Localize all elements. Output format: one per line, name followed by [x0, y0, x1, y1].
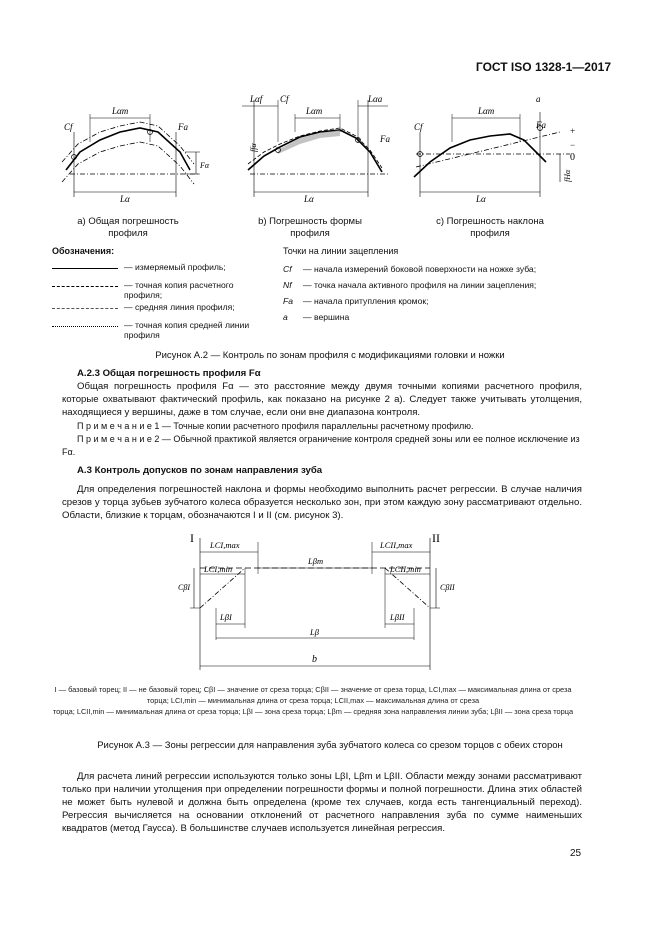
figure-a3-note-2: торца; LCII,min — минимальная длина от среза торца; LβI — зона среза торца; Lβm — средняя зона направления линии зуба; LβII — зона среза торца — [52, 707, 574, 716]
legend-row-midline-copy: — точная копия средней линии профиля — [52, 320, 272, 334]
label-lciimax: LCII,max — [380, 540, 413, 550]
figure-a3-title: Рисунок А.3 — Зоны регрессии для направления зуба зубчатого колеса со срезом торцов с обеих сторон — [97, 740, 563, 751]
caption-c: c) Погрешность наклона профиля — [436, 216, 544, 239]
point-fa: Fa — начала притупления кромок; — [283, 296, 429, 306]
point-a: a — вершина — [283, 312, 350, 322]
label-lam-b: Lαm — [306, 106, 323, 116]
diagram-b-form-profile — [242, 94, 390, 204]
diagram-c-slope-profile — [414, 94, 575, 204]
caption-b: b) Погрешность формы профиля — [258, 216, 362, 239]
point-cf: Cf — начала измерений боковой поверхности на ножке зуба; — [283, 264, 537, 274]
label-plus-c: + — [570, 126, 576, 136]
label-cf-c: Cf — [414, 122, 423, 132]
legend-row-measured: — измеряемый профиль; — [52, 262, 272, 276]
label-cf-b: Cf — [280, 94, 289, 104]
section-a3-heading: А.3 Контроль допусков по зонам направления зуба — [77, 465, 323, 476]
label-zero-c: 0 — [570, 152, 575, 163]
label-end-II: II — [432, 531, 440, 545]
caption-a: a) Общая погрешность профиля — [77, 216, 179, 239]
label-fal-a: Fα — [200, 161, 210, 170]
label-ffa-b: ffα — [249, 143, 258, 152]
figure-a2-diagrams — [50, 92, 590, 220]
label-la-c: Lα — [476, 194, 486, 204]
label-la-b: Lα — [304, 194, 314, 204]
document-header: ГОСТ ISO 1328-1—2017 — [475, 60, 611, 74]
label-lbm: Lβm — [308, 556, 324, 566]
label-la-a: Lα — [120, 194, 130, 204]
page-number: 25 — [570, 848, 582, 859]
diagram-a-total-profile — [62, 106, 210, 204]
figure-a3-diagram — [150, 528, 470, 673]
section-a23-note2: П р и м е ч а н и е 2 — Обычной практикой является ограничение контроля средней зоны или ее полное исключение из Fα. — [62, 434, 580, 457]
legend-row-midline: — средняя линия профиля; — [52, 302, 272, 316]
label-a-c: a — [536, 94, 541, 104]
label-lcimin: LCI,min — [204, 564, 233, 574]
point-nf: Nf — точка начала активного профиля на линии зацепления; — [283, 280, 537, 290]
label-laf-b: Lαf — [250, 94, 263, 104]
points-title: Точки на линии зацепления — [283, 246, 399, 256]
figure-a3-note-1: I — базовый торец; II — не базовый торец; CβI — значение от среза торца; CβII — значение от среза торца, LCI,max — максимальная длина от среза торца; LCI,min — минимальная длина от среза торца; LCII,max — максимальная длина от среза — [54, 685, 572, 705]
figure-a2-title: Рисунок А.2 — Контроль по зонам профиля с модификациями головки и ножки — [155, 350, 505, 361]
label-end-I: I — [190, 531, 194, 545]
label-lb: Lβ — [310, 627, 319, 637]
section-a3-para: Для определения погрешностей наклона и формы необходимо выполнить расчет регрессии. В случае наличия срезов у торца зубьев зубчатого колеса образуется несколько зон, при этом каждую зону рассматривают отдельно. Области, близкие к торцам, обозначаются I и II (см. рисунок 3). — [62, 484, 582, 521]
label-lcimax: LCI,max — [210, 540, 240, 550]
label-fa-c: Fa — [536, 120, 546, 130]
label-cf-a: Cf — [64, 122, 73, 132]
label-laa-b: Lαa — [368, 94, 383, 104]
label-lam-a: Lαm — [112, 106, 129, 116]
label-minus-c: − — [570, 140, 576, 150]
section-a23-para: Общая погрешность профиля Fα — это расстояние между двумя точными копиями расчетного профиля, которые охватывают фактический профиль, как показано на рисунке 2 a). Следует также учитывать утолщения, находящиеся у вершины, даже в том случае, если они вне диапазона контроля. — [62, 381, 582, 418]
label-fa-b: Fa — [380, 134, 390, 144]
legend-row-copy: — точная копия расчетного профиля; — [52, 280, 272, 294]
label-cbii: CβII — [440, 583, 455, 592]
label-cbi: CβI — [178, 583, 190, 592]
label-lbii: LβII — [390, 612, 405, 622]
label-fha-c: fHα — [563, 169, 572, 182]
closing-paragraph: Для расчета линий регрессии используются только зоны LβI, Lβm и LβII. Области между зонами рассматривают только при наличии утолщения при определении погрешности формы и полной погрешности. Длина этих областей не может быть нулевой и должна быть определена (кроме тех случаев, когда есть тангенциальный переход). Регрессия вычисляется на основании отклонений от расчетного направления зуба по сумме наименьших квадратов (метод Гаусса). В большинстве случаев используется линейная регрессия. — [62, 771, 582, 834]
label-fa-a: Fa — [178, 122, 188, 132]
section-a23-note1: П р и м е ч а н и е 1 — Точные копии расчетного профиля параллельны расчетному профилю. — [77, 421, 474, 431]
label-lam-c: Lαm — [478, 106, 495, 116]
legend-title: Обозначения: — [52, 246, 115, 256]
label-lciimin: LCII,min — [390, 564, 421, 574]
label-lbi: LβI — [220, 612, 232, 622]
section-a23-heading: А.2.3 Общая погрешность профиля Fα — [77, 368, 261, 379]
label-b: b — [312, 654, 317, 665]
